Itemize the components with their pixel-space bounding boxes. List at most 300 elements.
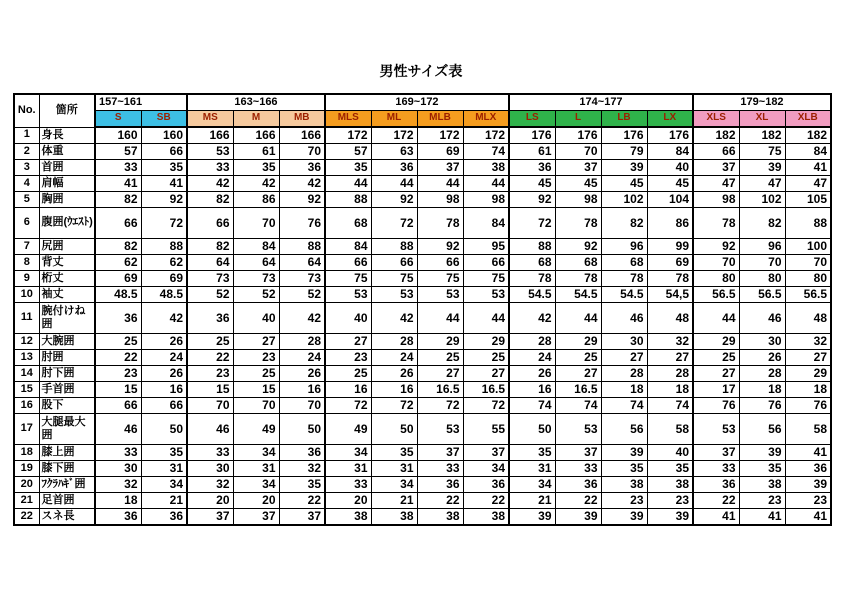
size-value-cell: 69 — [95, 271, 141, 287]
size-value-cell: 32 — [785, 334, 831, 350]
size-value-cell: 26 — [739, 350, 785, 366]
size-value-cell: 78 — [693, 208, 739, 239]
size-value-cell: 28 — [509, 334, 555, 350]
size-code-header: M — [233, 111, 279, 128]
size-value-cell: 47 — [739, 176, 785, 192]
size-value-cell: 72 — [509, 208, 555, 239]
size-value-cell: 92 — [279, 192, 325, 208]
size-value-cell: 33 — [693, 461, 739, 477]
size-value-cell: 23 — [187, 366, 233, 382]
size-value-cell: 66 — [95, 398, 141, 414]
size-value-cell: 64 — [279, 255, 325, 271]
size-value-cell: 42 — [187, 176, 233, 192]
size-value-cell: 48.5 — [141, 287, 187, 303]
size-code-header: MS — [187, 111, 233, 128]
size-value-cell: 30 — [739, 334, 785, 350]
size-value-cell: 35 — [141, 445, 187, 461]
size-value-cell: 182 — [785, 127, 831, 144]
size-value-cell: 44 — [371, 176, 417, 192]
size-value-cell: 79 — [601, 144, 647, 160]
size-code-header: MLX — [463, 111, 509, 128]
size-value-cell: 41 — [141, 176, 187, 192]
measurement-label-cell: 胸囲 — [39, 192, 95, 208]
size-value-cell: 56.5 — [693, 287, 739, 303]
table-row — [14, 398, 831, 414]
size-value-cell: 72 — [463, 398, 509, 414]
size-value-cell: 37 — [693, 445, 739, 461]
size-value-cell: 53 — [325, 287, 371, 303]
size-value-cell: 35 — [739, 461, 785, 477]
size-value-cell: 44 — [417, 303, 463, 334]
size-value-cell: 82 — [95, 192, 141, 208]
size-value-cell: 66 — [95, 208, 141, 239]
row-number-cell: 3 — [14, 160, 39, 176]
size-value-cell: 27 — [785, 350, 831, 366]
size-value-cell: 16 — [141, 382, 187, 398]
size-value-cell: 66 — [463, 255, 509, 271]
size-value-cell: 176 — [601, 127, 647, 144]
size-value-cell: 21 — [509, 493, 555, 509]
size-value-cell: 22 — [417, 493, 463, 509]
size-value-cell: 36 — [693, 477, 739, 493]
size-value-cell: 20 — [233, 493, 279, 509]
size-value-cell: 166 — [233, 127, 279, 144]
size-value-cell: 36 — [95, 509, 141, 526]
size-value-cell: 84 — [233, 239, 279, 255]
size-value-cell: 38 — [417, 509, 463, 526]
size-value-cell: 48.5 — [95, 287, 141, 303]
size-value-cell: 35 — [279, 477, 325, 493]
table-row — [14, 239, 831, 255]
size-value-cell: 37 — [279, 509, 325, 526]
size-value-cell: 22 — [463, 493, 509, 509]
size-value-cell: 23 — [785, 493, 831, 509]
size-value-cell: 172 — [417, 127, 463, 144]
header-size-row — [14, 111, 831, 128]
size-value-cell: 29 — [693, 334, 739, 350]
size-code-header: XLS — [693, 111, 739, 128]
size-value-cell: 75 — [463, 271, 509, 287]
table-row — [14, 366, 831, 382]
size-value-cell: 96 — [739, 239, 785, 255]
height-range-header: 157~161 — [95, 94, 187, 111]
size-value-cell: 16 — [279, 382, 325, 398]
size-value-cell: 24 — [509, 350, 555, 366]
size-value-cell: 37 — [417, 160, 463, 176]
size-code-header: ML — [371, 111, 417, 128]
size-value-cell: 73 — [279, 271, 325, 287]
size-value-cell: 37 — [555, 160, 601, 176]
size-value-cell: 36 — [509, 160, 555, 176]
height-range-header: 163~166 — [187, 94, 325, 111]
table-row — [14, 445, 831, 461]
size-value-cell: 74 — [509, 398, 555, 414]
size-value-cell: 41 — [785, 509, 831, 526]
size-value-cell: 26 — [509, 366, 555, 382]
size-value-cell: 56 — [739, 414, 785, 445]
size-value-cell: 62 — [95, 255, 141, 271]
measurement-label-cell: 肘下囲 — [39, 366, 95, 382]
size-value-cell: 37 — [463, 445, 509, 461]
table-row — [14, 493, 831, 509]
table-row — [14, 271, 831, 287]
size-value-cell: 58 — [785, 414, 831, 445]
size-value-cell: 24 — [279, 350, 325, 366]
size-value-cell: 31 — [141, 461, 187, 477]
size-value-cell: 72 — [325, 398, 371, 414]
size-value-cell: 22 — [279, 493, 325, 509]
size-value-cell: 16 — [509, 382, 555, 398]
size-value-cell: 182 — [693, 127, 739, 144]
size-value-cell: 88 — [141, 239, 187, 255]
size-value-cell: 18 — [647, 382, 693, 398]
size-value-cell: 84 — [463, 208, 509, 239]
size-value-cell: 95 — [463, 239, 509, 255]
row-number-cell: 4 — [14, 176, 39, 192]
size-value-cell: 33 — [187, 445, 233, 461]
table-row — [14, 303, 831, 334]
size-value-cell: 72 — [371, 208, 417, 239]
size-value-cell: 42 — [141, 303, 187, 334]
size-value-cell: 99 — [647, 239, 693, 255]
size-value-cell: 29 — [555, 334, 601, 350]
size-value-cell: 42 — [371, 303, 417, 334]
size-value-cell: 75 — [417, 271, 463, 287]
size-value-cell: 57 — [325, 144, 371, 160]
size-value-cell: 84 — [325, 239, 371, 255]
measurement-label-cell: 膝下囲 — [39, 461, 95, 477]
size-value-cell: 68 — [555, 255, 601, 271]
size-value-cell: 78 — [555, 208, 601, 239]
row-number-cell: 5 — [14, 192, 39, 208]
size-value-cell: 66 — [371, 255, 417, 271]
size-value-cell: 32 — [279, 461, 325, 477]
size-value-cell: 42 — [279, 176, 325, 192]
size-value-cell: 35 — [371, 445, 417, 461]
size-value-cell: 36 — [555, 477, 601, 493]
size-value-cell: 25 — [95, 334, 141, 350]
table-row — [14, 350, 831, 366]
size-value-cell: 39 — [509, 509, 555, 526]
size-value-cell: 88 — [509, 239, 555, 255]
measurement-label-cell: 身長 — [39, 127, 95, 144]
size-value-cell: 78 — [601, 271, 647, 287]
size-value-cell: 102 — [601, 192, 647, 208]
size-value-cell: 20 — [187, 493, 233, 509]
size-value-cell: 27 — [555, 366, 601, 382]
size-code-header: S — [95, 111, 141, 128]
size-value-cell: 55 — [463, 414, 509, 445]
size-value-cell: 50 — [509, 414, 555, 445]
height-range-header: 174~177 — [509, 94, 693, 111]
size-value-cell: 39 — [785, 477, 831, 493]
size-value-cell: 58 — [647, 414, 693, 445]
size-value-cell: 35 — [509, 445, 555, 461]
size-value-cell: 54.5 — [509, 287, 555, 303]
size-value-cell: 26 — [141, 334, 187, 350]
size-value-cell: 45 — [509, 176, 555, 192]
size-value-cell: 70 — [233, 398, 279, 414]
size-value-cell: 53 — [371, 287, 417, 303]
size-value-cell: 28 — [371, 334, 417, 350]
row-number-cell: 20 — [14, 477, 39, 493]
size-value-cell: 22 — [693, 493, 739, 509]
measurement-label-cell: 腹囲(ｳｴｽﾄ) — [39, 208, 95, 239]
size-value-cell: 15 — [95, 382, 141, 398]
size-value-cell: 39 — [601, 160, 647, 176]
size-value-cell: 25 — [187, 334, 233, 350]
size-value-cell: 56.5 — [739, 287, 785, 303]
size-value-cell: 44 — [417, 176, 463, 192]
size-value-cell: 50 — [141, 414, 187, 445]
size-value-cell: 54.5 — [601, 287, 647, 303]
measurement-label-cell: 手首囲 — [39, 382, 95, 398]
size-value-cell: 68 — [509, 255, 555, 271]
size-value-cell: 32 — [95, 477, 141, 493]
size-value-cell: 176 — [555, 127, 601, 144]
size-value-cell: 44 — [555, 303, 601, 334]
size-value-cell: 39 — [555, 509, 601, 526]
size-value-cell: 66 — [187, 208, 233, 239]
table-row — [14, 382, 831, 398]
size-value-cell: 53 — [693, 414, 739, 445]
size-value-cell: 27 — [233, 334, 279, 350]
row-number-cell: 19 — [14, 461, 39, 477]
size-value-cell: 70 — [785, 255, 831, 271]
size-value-cell: 78 — [555, 271, 601, 287]
size-value-cell: 166 — [187, 127, 233, 144]
measurement-label-cell: 尻囲 — [39, 239, 95, 255]
size-value-cell: 18 — [739, 382, 785, 398]
size-value-cell: 26 — [279, 366, 325, 382]
measurement-label-cell: 肘囲 — [39, 350, 95, 366]
measurement-label-cell: 袖丈 — [39, 287, 95, 303]
size-value-cell: 20 — [325, 493, 371, 509]
size-value-cell: 26 — [141, 366, 187, 382]
height-range-header: 179~182 — [693, 94, 831, 111]
size-value-cell: 41 — [739, 509, 785, 526]
size-value-cell: 172 — [371, 127, 417, 144]
size-value-cell: 66 — [417, 255, 463, 271]
measurement-label-cell: 膝上囲 — [39, 445, 95, 461]
measurement-label-cell: 桁丈 — [39, 271, 95, 287]
size-value-cell: 40 — [647, 160, 693, 176]
size-value-cell: 23 — [601, 493, 647, 509]
size-value-cell: 92 — [141, 192, 187, 208]
size-code-header: XL — [739, 111, 785, 128]
size-value-cell: 34 — [509, 477, 555, 493]
size-table — [13, 93, 832, 526]
size-value-cell: 53 — [417, 287, 463, 303]
size-value-cell: 70 — [279, 144, 325, 160]
size-value-cell: 25 — [233, 366, 279, 382]
size-value-cell: 35 — [601, 461, 647, 477]
table-row — [14, 160, 831, 176]
size-value-cell: 102 — [739, 192, 785, 208]
table-row — [14, 461, 831, 477]
size-value-cell: 22 — [555, 493, 601, 509]
size-value-cell: 35 — [141, 160, 187, 176]
row-number-cell: 2 — [14, 144, 39, 160]
size-value-cell: 36 — [279, 160, 325, 176]
size-value-cell: 82 — [187, 192, 233, 208]
size-value-cell: 36 — [463, 477, 509, 493]
size-value-cell: 176 — [509, 127, 555, 144]
size-value-cell: 50 — [279, 414, 325, 445]
size-value-cell: 38 — [647, 477, 693, 493]
measurement-label-cell: 背丈 — [39, 255, 95, 271]
size-value-cell: 88 — [279, 239, 325, 255]
size-value-cell: 53 — [417, 414, 463, 445]
size-value-cell: 70 — [693, 255, 739, 271]
size-value-cell: 56.5 — [785, 287, 831, 303]
size-value-cell: 23 — [95, 366, 141, 382]
size-value-cell: 160 — [95, 127, 141, 144]
size-value-cell: 36 — [417, 477, 463, 493]
size-value-cell: 42 — [233, 176, 279, 192]
size-value-cell: 17 — [693, 382, 739, 398]
table-row — [14, 334, 831, 350]
row-number-cell: 1 — [14, 127, 39, 144]
table-row — [14, 414, 831, 445]
size-value-cell: 86 — [647, 208, 693, 239]
size-value-cell: 25 — [463, 350, 509, 366]
size-value-cell: 57 — [95, 144, 141, 160]
size-value-cell: 36 — [187, 303, 233, 334]
size-value-cell: 39 — [739, 445, 785, 461]
size-value-cell: 52 — [279, 287, 325, 303]
size-value-cell: 42 — [509, 303, 555, 334]
size-value-cell: 75 — [371, 271, 417, 287]
size-value-cell: 30 — [95, 461, 141, 477]
size-value-cell: 36 — [95, 303, 141, 334]
size-value-cell: 46 — [187, 414, 233, 445]
size-value-cell: 72 — [371, 398, 417, 414]
size-value-cell: 25 — [325, 366, 371, 382]
size-value-cell: 21 — [141, 493, 187, 509]
size-value-cell: 69 — [647, 255, 693, 271]
size-value-cell: 21 — [371, 493, 417, 509]
row-number-cell: 15 — [14, 382, 39, 398]
size-value-cell: 31 — [509, 461, 555, 477]
size-value-cell: 27 — [647, 350, 693, 366]
size-value-cell: 86 — [233, 192, 279, 208]
size-code-header: LB — [601, 111, 647, 128]
size-value-cell: 72 — [141, 208, 187, 239]
size-value-cell: 15 — [233, 382, 279, 398]
table-row — [14, 509, 831, 526]
size-value-cell: 26 — [371, 366, 417, 382]
size-code-header: LX — [647, 111, 693, 128]
size-value-cell: 88 — [371, 239, 417, 255]
size-value-cell: 72 — [417, 398, 463, 414]
row-number-cell: 18 — [14, 445, 39, 461]
size-value-cell: 42 — [279, 303, 325, 334]
table-row — [14, 176, 831, 192]
size-value-cell: 82 — [739, 208, 785, 239]
size-value-cell: 22 — [95, 350, 141, 366]
table-body — [14, 127, 831, 525]
size-value-cell: 61 — [233, 144, 279, 160]
table-row — [14, 255, 831, 271]
size-value-cell: 27 — [417, 366, 463, 382]
table-row — [14, 208, 831, 239]
size-value-cell: 36 — [371, 160, 417, 176]
size-value-cell: 45 — [601, 176, 647, 192]
size-value-cell: 32 — [647, 334, 693, 350]
size-value-cell: 44 — [693, 303, 739, 334]
size-value-cell: 15 — [187, 382, 233, 398]
size-value-cell: 92 — [417, 239, 463, 255]
size-value-cell: 41 — [785, 160, 831, 176]
size-value-cell: 98 — [693, 192, 739, 208]
size-value-cell: 78 — [647, 271, 693, 287]
size-value-cell: 39 — [601, 445, 647, 461]
size-value-cell: 70 — [555, 144, 601, 160]
size-value-cell: 44 — [463, 303, 509, 334]
size-value-cell: 37 — [187, 509, 233, 526]
size-value-cell: 49 — [325, 414, 371, 445]
size-value-cell: 56 — [601, 414, 647, 445]
size-value-cell: 34 — [463, 461, 509, 477]
size-value-cell: 46 — [95, 414, 141, 445]
row-number-cell: 10 — [14, 287, 39, 303]
size-value-cell: 78 — [417, 208, 463, 239]
size-value-cell: 39 — [647, 509, 693, 526]
size-value-cell: 63 — [371, 144, 417, 160]
size-value-cell: 52 — [187, 287, 233, 303]
size-value-cell: 49 — [233, 414, 279, 445]
size-value-cell: 54,5 — [647, 287, 693, 303]
size-value-cell: 75 — [739, 144, 785, 160]
size-value-cell: 64 — [187, 255, 233, 271]
size-value-cell: 74 — [647, 398, 693, 414]
table-row — [14, 287, 831, 303]
size-value-cell: 37 — [693, 160, 739, 176]
size-value-cell: 22 — [187, 350, 233, 366]
size-value-cell: 27 — [601, 350, 647, 366]
size-value-cell: 36 — [279, 445, 325, 461]
measurement-label-cell: 体重 — [39, 144, 95, 160]
measurement-label-cell: 大腿最大囲 — [39, 414, 95, 445]
size-value-cell: 61 — [509, 144, 555, 160]
size-value-cell: 53 — [187, 144, 233, 160]
size-value-cell: 68 — [601, 255, 647, 271]
size-value-cell: 62 — [141, 255, 187, 271]
measurement-label-cell: 大腕囲 — [39, 334, 95, 350]
size-value-cell: 37 — [555, 445, 601, 461]
size-value-cell: 34 — [325, 445, 371, 461]
size-code-header: MLB — [417, 111, 463, 128]
size-value-cell: 82 — [95, 239, 141, 255]
size-value-cell: 52 — [233, 287, 279, 303]
size-value-cell: 23 — [233, 350, 279, 366]
size-value-cell: 66 — [693, 144, 739, 160]
size-value-cell: 27 — [463, 366, 509, 382]
page-title: 男性サイズ表 — [379, 63, 463, 79]
size-value-cell: 25 — [555, 350, 601, 366]
size-value-cell: 23 — [739, 493, 785, 509]
size-value-cell: 27 — [325, 334, 371, 350]
size-value-cell: 46 — [739, 303, 785, 334]
size-value-cell: 50 — [371, 414, 417, 445]
size-value-cell: 29 — [417, 334, 463, 350]
size-value-cell: 38 — [601, 477, 647, 493]
size-value-cell: 172 — [325, 127, 371, 144]
size-value-cell: 38 — [463, 160, 509, 176]
size-value-cell: 73 — [187, 271, 233, 287]
size-value-cell: 80 — [739, 271, 785, 287]
